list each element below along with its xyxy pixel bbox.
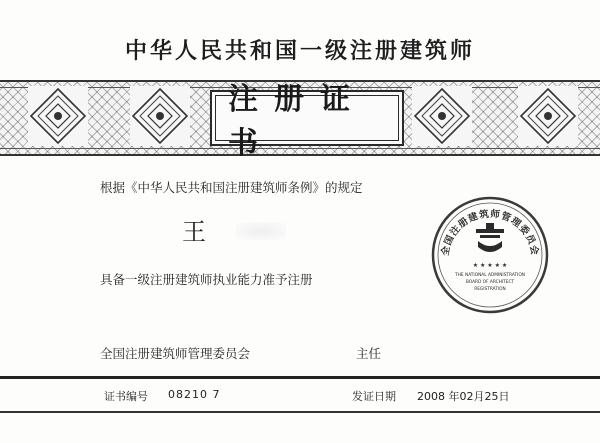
certificate-title-box [210, 82, 404, 161]
seal-emblem-icon [476, 223, 504, 252]
approval-text: 具备一级注册建筑师执业能力准予注册 [100, 272, 313, 287]
seal-english-line1: THE NATIONAL ADMINISTRATION [455, 273, 525, 278]
footer-divider-top [0, 376, 600, 379]
holder-name: 王 [182, 218, 212, 246]
seal-stars: ★ ★ ★ ★ ★ [472, 262, 508, 269]
seal-english-line3: REGISTRATION [474, 287, 506, 292]
seal-english-line2: BOARD OF ARCHITECT [465, 280, 515, 285]
footer-divider-bottom [0, 411, 600, 413]
issue-date-value: 2008 年02月25日 [417, 390, 510, 403]
diamond-ornament-icon [28, 86, 88, 146]
committee-name: 全国注册建筑师管理委员会 [100, 346, 251, 361]
redacted-name-area [236, 222, 286, 240]
certificate-title: 注册证书 [228, 82, 366, 161]
legal-basis-text: 根据《中华人民共和国注册建筑师条例》的规定 [100, 180, 363, 195]
seal-chinese-text: 全国注册建筑师管理委员会 [439, 208, 541, 257]
certificate-number-value: 08210 7 [168, 388, 221, 401]
official-seal-stamp [430, 195, 550, 315]
diamond-ornament-icon [130, 86, 190, 146]
issue-date-label: 发证日期 [352, 390, 396, 403]
diamond-ornament-icon [518, 86, 578, 146]
director-label: 主任 [356, 346, 382, 361]
certificate-header-title: 中华人民共和国一级注册建筑师 [124, 38, 475, 64]
diamond-ornament-icon [412, 86, 472, 146]
certificate-number-label: 证书编号 [104, 390, 148, 403]
